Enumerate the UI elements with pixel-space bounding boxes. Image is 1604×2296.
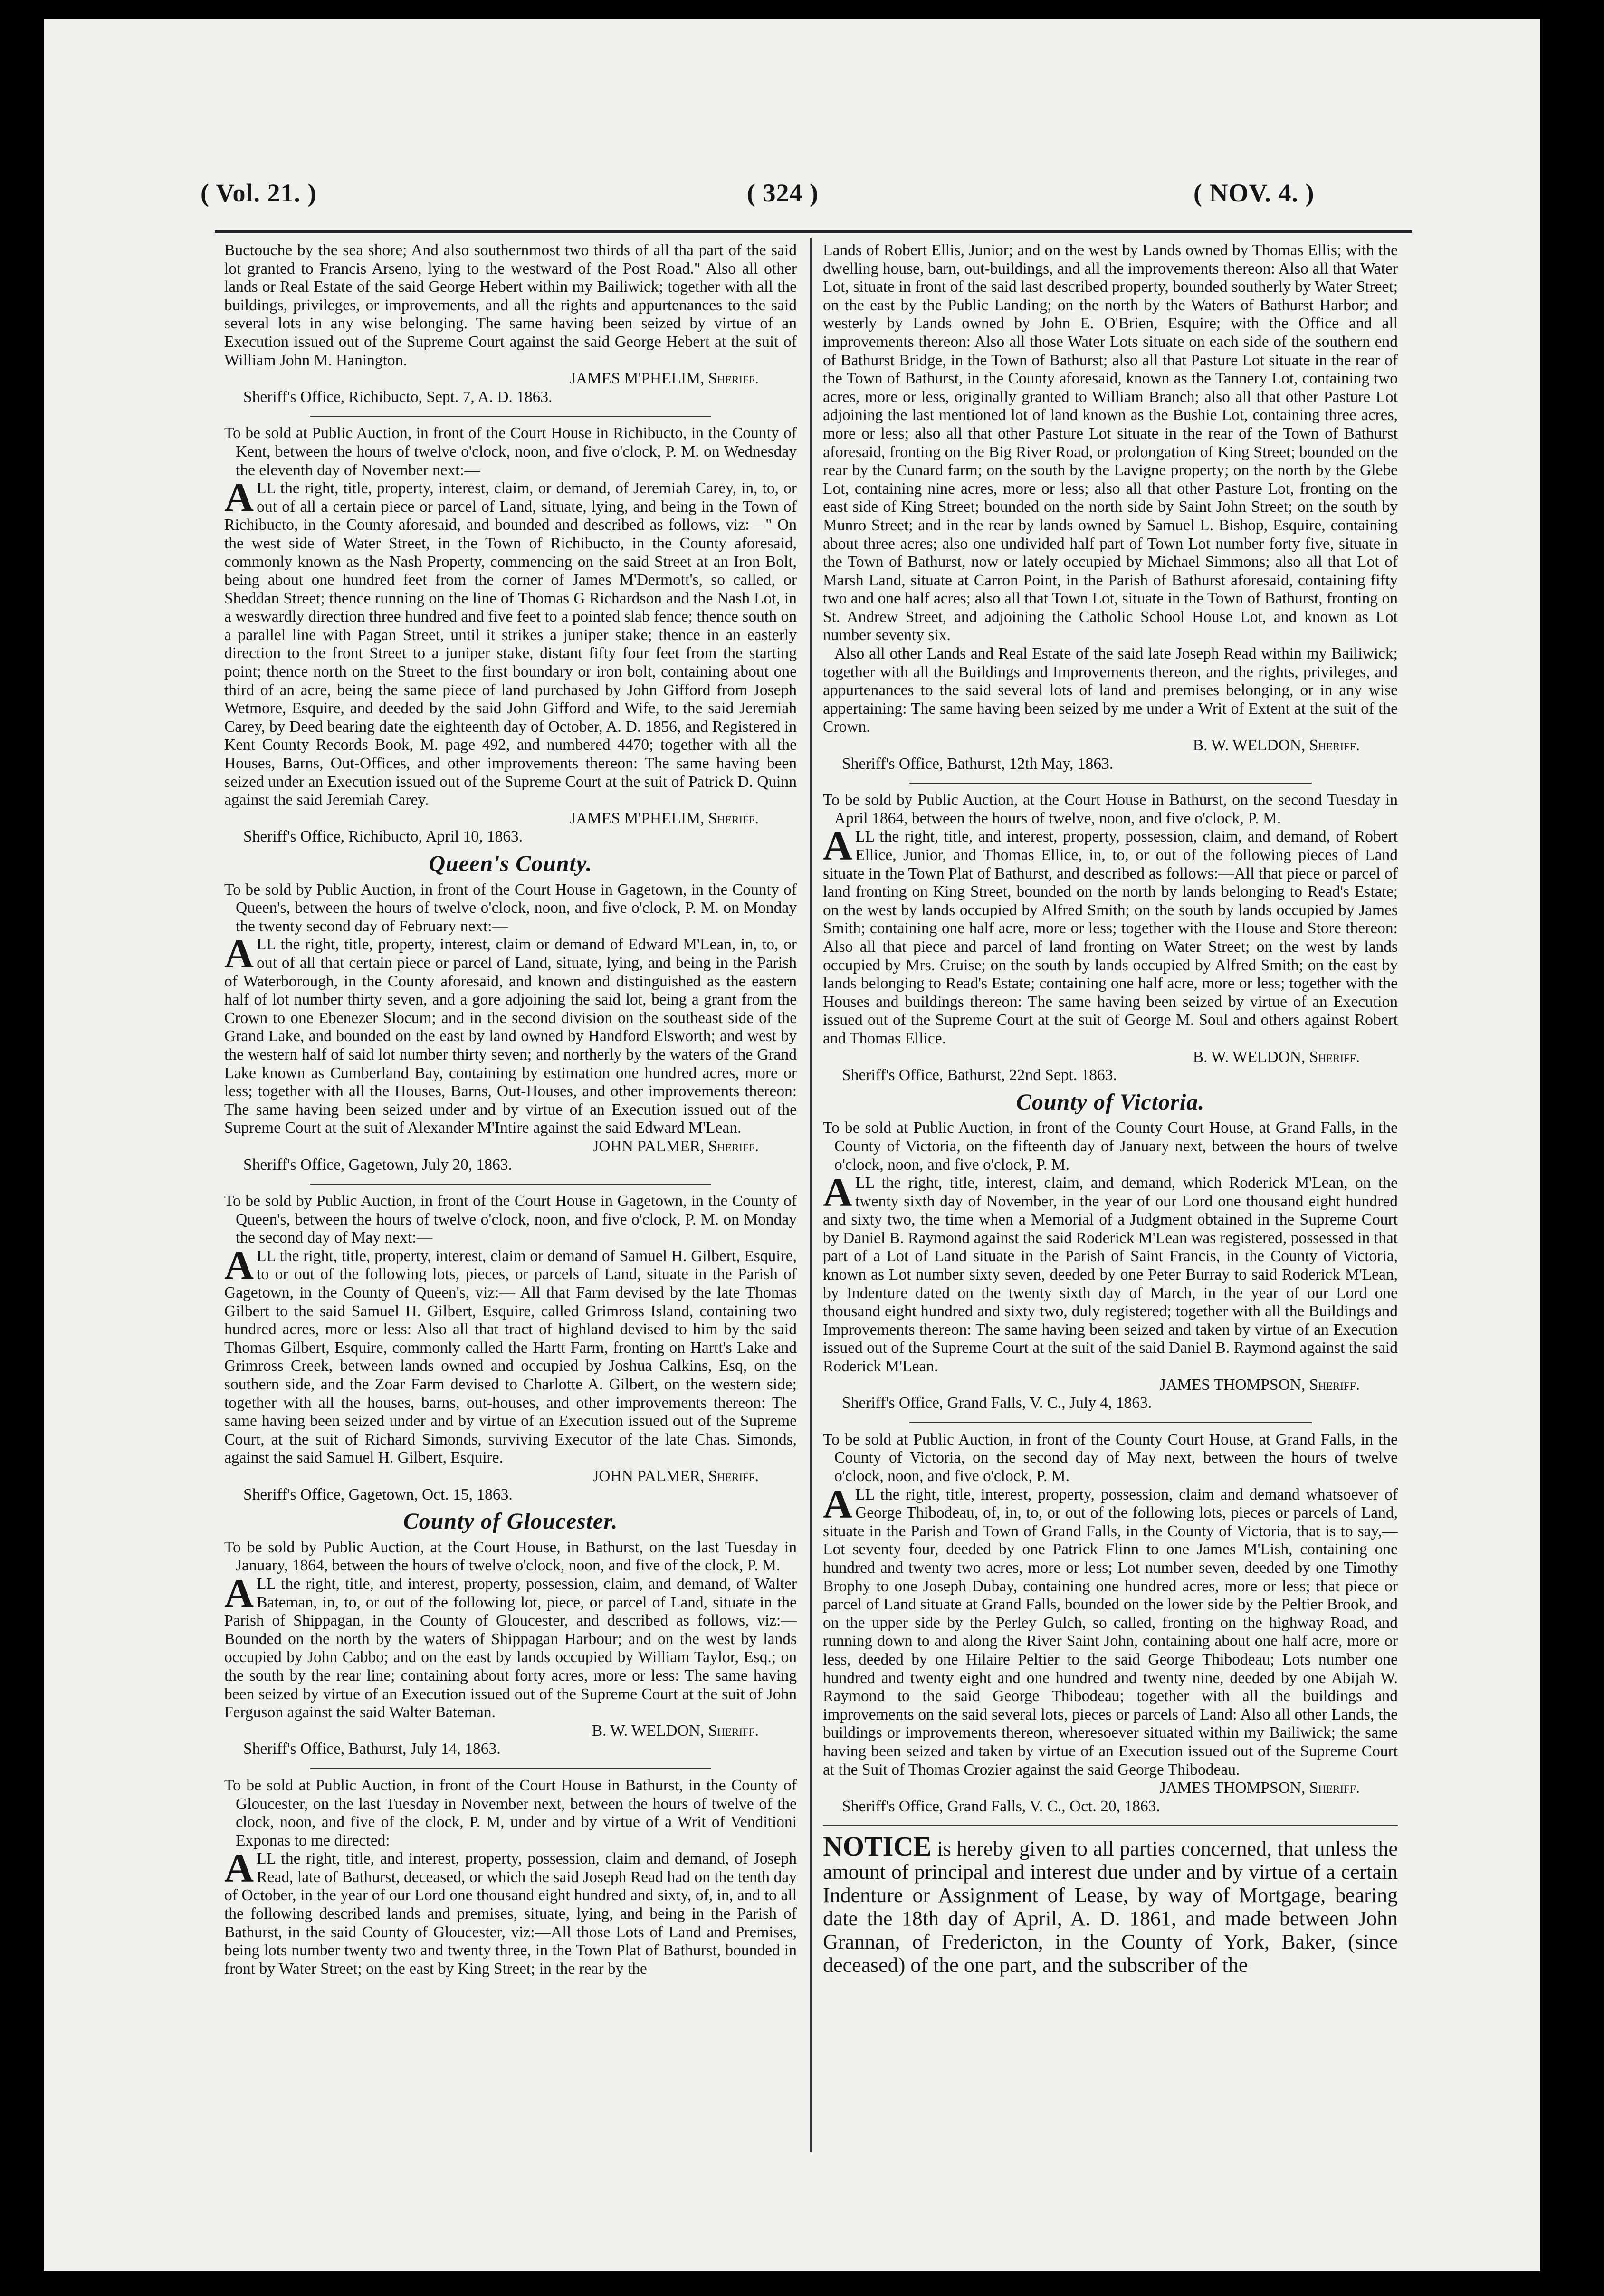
- divider: [310, 1184, 711, 1185]
- notice-lead: To be sold at Public Auction, in front of the Court House in Richibucto, in the County of Kent, between the hours of twelve o'clock, noon, and five o'clock, P. M. on Wednesday the eleventh day of November next:—: [224, 424, 797, 479]
- notice-lead: To be sold by Public Auction, at the Court House in Bathurst, on the second Tuesday in April 1864, between the hours of twelve, noon, and five o'clock, P. M.: [823, 791, 1398, 827]
- dateline: Sheriff's Office, Bathurst, 22nd Sept. 1863.: [842, 1066, 1117, 1084]
- notice-text: LL the right, title, and interest, property, possession, claim, and demand, of Walter Bateman, in, to, or out of the following lot, piece, or parcel of Land, situate in the Parish of Shippagan, in the County of Gloucester, and described as follows, viz:—Bounded on the north by the waters of Shippagan Harbour; and on the west by lands occupied by John Cabbo; and on the east by lands occupied by William Taylor, Esq.; on the south by the rear line; containing about forty acres, more or less: The same having been seized by virtue of an Execution issued out of the Supreme Court at the suit of John Ferguson against the said Walter Bateman.: [224, 1575, 797, 1722]
- notice-body: [224, 475, 797, 810]
- signature: JOHN PALMER, Sheriff.: [592, 1467, 759, 1485]
- notice-lead: To be sold at Public Auction, in front of the County Court House, at Grand Falls, in the County of Victoria, on the second day of May next, between the hours of twelve o'clock, noon, and five o'clock, P. M.: [823, 1430, 1398, 1485]
- notice-body: [224, 1845, 797, 1978]
- signature: JAMES M'PHELIM, Sheriff.: [570, 809, 759, 827]
- county-heading-queens: Queen's County.: [429, 851, 592, 876]
- page-number: ( 324 ): [747, 179, 819, 207]
- notice-lead: To be sold by Public Auction, in front of the Court House in Gagetown, in the County of Queen's, between the hours of twelve o'clock, noon, and five o'clock, P. M. on Monday the twenty second day of February next:—: [224, 880, 797, 935]
- divider: [909, 783, 1312, 784]
- drop-cap: A: [823, 1481, 853, 1527]
- right-column: [823, 241, 1398, 1977]
- dateline: Sheriff's Office, Richibucto, April 10, 1863.: [243, 828, 523, 846]
- notice-lead: To be sold by Public Auction, in front of the Court House in Gagetown, in the County of Queen's, between the hours of twelve o'clock, noon, and five o'clock, P. M. on Monday the second day of May next:—: [224, 1192, 797, 1247]
- notice-text: LL the right, title, and interest, property, possession, claim and demand, of Joseph Read, late of Bathurst, deceased, or which the said Joseph Read had on the tenth day of October, in the year of our Lord one thousand eight hundred and sixty, of, in, and to all the following described lands and premises, situate, lying, and being in the Parish of Bathurst, in the said County of Gloucester, viz:—All those Lots of Land and Premises, being lots number twenty two and twenty three, in the Town Plat of Bathurst, bounded in front by Water Street; on the east by King Street; in the rear by the: [224, 1850, 797, 1978]
- header-rule: [215, 230, 1412, 233]
- notice-body: [823, 1169, 1398, 1376]
- notice-body: [224, 1570, 797, 1722]
- drop-cap: A: [224, 475, 254, 521]
- notice-text: is hereby given to all parties concerned, that unless the amount of principal and interest due under and by virtue of a certain Indenture or Assignment of Lease, by way of Mortgage, bearing date the 18th day of April, A. D. 1861, and made between John Grannan, of Fredericton, in the County of York, Baker, (since deceased) of the one part, and the subscriber of the: [823, 1837, 1398, 1977]
- continued-notice-text: Buctouche by the sea shore; And also southernmost two thirds of all tha part of the said lot granted to Francis Arseno, lying to the westward of the Post Road." Also all other lands or Real Estate of the said George Hebert within my Bailiwick; together with all the buildings, privileges, or improvements, and all the rights and appurtenances to the said several lots in any wise belonging. The same having been seized by virtue of an Execution issued out of the Supreme Court against the said George Hebert at the suit of William John M. Hanington.: [224, 241, 797, 369]
- notice-lead: To be sold by Public Auction, at the Court House, in Bathurst, on the last Tuesday in January, 1864, between the hours of twelve o'clock, noon, and five of the clock, P. M.: [224, 1538, 797, 1575]
- notice-text: LL the right, title, property, interest, claim or demand of Samuel H. Gilbert, Esquire, to or out of the following lots, pieces, or parcels of Land, situate in the Parish of Gagetown, in the County of Queen's, viz:— All that Farm devised by the late Thomas Gilbert to the said Samuel H. Gilbert, Esquire, called Grimross Island, containing two hundred acres, more or less: Also all that tract of highland devised to him by the said Thomas Gilbert, Esquire, commonly called the Hartt Farm, fronting on Hartt's Lake and Grimross Creek, between lands owned and occupied by Joshua Calkins, Esq, on the southern side, and the Zoar Farm devised to Charlotte A. Gilbert, on the western side; together with all the houses, barns, out-houses, and other improvements thereon: The same having been seized under and by virtue of an Execution issued out of the Supreme Court, at the suit of Richard Simonds, surviving Executor of the late Chas. Simonds, against the said Samuel H. Gilbert, Esquire.: [224, 1247, 797, 1467]
- signature: B. W. WELDON, Sheriff.: [592, 1722, 759, 1740]
- signature: JAMES M'PHELIM, Sheriff.: [570, 370, 759, 388]
- divider: [310, 416, 711, 417]
- column-rule: [810, 238, 812, 2152]
- county-heading-gloucester: County of Gloucester.: [403, 1509, 618, 1534]
- notice-text: LL the right, title, interest, claim, and demand, which Roderick M'Lean, on the twenty sixth day of November, in the year of our Lord one thousand eight hundred and sixty two, the time when a Memorial of a Judgment obtained in the Supreme Court by Daniel B. Raymond against the said Roderick M'Lean was registered, possessed in that part of a Lot of Land situate in the Parish of Saint Francis, in the County of Victoria, known as Lot number sixty seven, deeded by one Peter Burray to said Roderick M'Lean, by Indenture dated on the twenty sixth day of March, in the year of our Lord one thousand eight hundred and sixty two, duly registered; together with all the Buildings and Improvements thereon: The same having been seized and taken by virtue of an Execution issued out of the Supreme Court at the suit of the said Daniel B. Raymond against the said Roderick M'Lean.: [823, 1174, 1398, 1376]
- notice-text: LL the right, title, and interest, property, possession, claim, and demand, of Robert Ellice, Junior, and Thomas Ellice, in, to, or out of the following pieces of Land situate in the Town Plat of Bathurst, and described as follows:—All that piece or parcel of land fronting on King Street, bounded on the north by lands belonging to Read's Estate; on the west by lands occupied by Alfred Smith; on the south by lands occupied by James Smith; containing one half acre, more or less; together with the House and Store thereon: Also all that piece and parcel of land fronting on Water Street; on the west by lands occupied by Mrs. Cruise; on the south by lands occupied by Alfred Smith; on the east by lands belonging to Read's Estate; containing one half acre, more or less; together with the Houses and buildings thereon: The same having been seized by virtue of an Execution issued out of the Supreme Court at the suit of George M. Soul and others against Robert and Thomas Ellice.: [823, 828, 1398, 1047]
- dateline: Sheriff's Office, Gagetown, Oct. 15, 1863.: [243, 1485, 513, 1503]
- county-heading-victoria: County of Victoria.: [1016, 1089, 1205, 1115]
- signature: JOHN PALMER, Sheriff.: [592, 1137, 759, 1155]
- volume-label: ( Vol. 21. ): [200, 179, 317, 207]
- drop-cap: A: [224, 1570, 254, 1616]
- drop-cap: A: [823, 823, 853, 869]
- notice-text: LL the right, title, property, interest, claim or demand of Edward M'Lean, in, to, or out of all that certain piece or parcel of Land, situate, lying, and being in the Parish of Waterborough, in the County aforesaid, and known and distinguished as the eastern half of lot number thirty seven, and a gore adjoining the said lot, being a grant from the Crown to one Ebenezer Slocum; and in the second division on the southeast side of the Grand Lake, and bounded on the east by land owned by Handford Elsworth; and west by the western half of said lot number thirty seven; and northerly by the waters of the Grand Lake known as Cumberland Bay, containing by estimation one hundred acres, more or less; together with all the Houses, Barns, Out-Houses, and other improvements thereon: The same having been seized under and by virtue of an Execution issued out of the Supreme Court at the suit of Alexander M'Intire against the said Edward M'Lean.: [224, 936, 797, 1137]
- notice-lead: To be sold at Public Auction, in front of the Court House in Bathurst, in the County of Gloucester, on the last Tuesday in November next, between the hours of twelve of the clock, noon, and five of the clock, P. M, under and by virtue of a Writ of Venditioni Exponas to me directed:: [224, 1776, 797, 1849]
- document-page: [44, 19, 1540, 2271]
- dateline: Sheriff's Office, Gagetown, July 20, 1863.: [243, 1156, 512, 1174]
- dateline: Sheriff's Office, Richibucto, Sept. 7, A. D. 1863.: [243, 388, 553, 406]
- dateline: Sheriff's Office, Grand Falls, V. C., Oct. 20, 1863.: [842, 1797, 1160, 1815]
- signature: B. W. WELDON, Sheriff.: [1193, 737, 1360, 755]
- drop-cap: A: [224, 931, 254, 977]
- dateline: Sheriff's Office, Bathurst, July 14, 1863.: [243, 1740, 501, 1758]
- notice-text: LL the right, title, interest, property, possession, claim and demand whatsoever of George Thibodeau, of, in, to, or out of the following lots, pieces or parcels of Land, situate in the Parish and Town of Grand Falls, in the County of Victoria, that is to say,—Lot seventy four, deeded by one Patrick Flinn to one James M'Lish, containing one hundred and twenty two acres, more or less; Lot number seven, deeded by one Timothy Brophy to one Joseph Dubay, containing one hundred acres, more or less; that piece or parcel of Land situate at Grand Falls, bounded on the lower side by the Peltier Brook, and on the upper side by the Perley Gulch, so called, fronting on the highway Road, and running down to and along the River Saint John, containing about one half acre, more or less, deeded by one Hilaire Peltier to the said George Thibodeau; Lots number one hundred and twenty eight and one hundred and twenty nine, deeded by one Abijah W. Raymond to the said George Thibodeau; together with all the buildings and improvements on the said several lots, pieces or parcels of Land: Also all other Lands, the buildings or improvements thereon, wheresoever situated within my Bailiwick; the same having been seized and taken by virtue of an Execution issued out of the Supreme Court at the Suit of Thomas Crozier against the said George Thibodeau.: [823, 1485, 1398, 1779]
- divider: [310, 1768, 711, 1769]
- notice-cap: NOTICE: [823, 1831, 932, 1862]
- signature: B. W. WELDON, Sheriff.: [1193, 1048, 1360, 1066]
- divider: [823, 1825, 1398, 1827]
- notice-body: [224, 931, 797, 1138]
- dateline: Sheriff's Office, Bathurst, 12th May, 1863.: [842, 755, 1114, 773]
- notice-text: LL the right, title, property, interest, claim, or demand, of Jeremiah Carey, in, to, or out of all a certain piece or parcel of Land, situate, lying, and being in the Town of Richibucto, in the County aforesaid, and bounded and described as follows, viz:—" On the west side of Water Street, in the Town of Richibucto, in the County aforesaid, commonly known as the Nash Property, commencing on the said Street at an Iron Bolt, being about one hundred feet from the corner of James M'Dermott's, so called, or Sheddan Street; thence running on the line of Thomas G Richardson and the Nash Lot, in a weswardly direction three hundred and five feet to a pointed slab fence; thence south on a parallel line with Pagan Street, until it strikes a juniper stake; thence in an easterly direction to the front Street to a juniper stake, distant fifty four feet from the starting point; thence north on the Street to the first boundary or iron bolt, containing about one third of an acre, being the same piece of land purchased by John Gifford from Joseph Wetmore, Esquire, and deeded by the said John Gifford and Wife, to the said Jeremiah Carey, by Deed bearing date the eighteenth day of October, A. D. 1856, and Registered in Kent County Records Book, M. page 492, and numbered 4470; together with all the Houses, Barns, Out-Offices, and other improvements thereon: The same having been seized under an Execution issued out of the Supreme Court at the suit of Patrick D. Quinn against the said Jeremiah Carey.: [224, 479, 797, 809]
- dateline: Sheriff's Office, Grand Falls, V. C., July 4, 1863.: [842, 1394, 1152, 1412]
- drop-cap: A: [224, 1845, 254, 1891]
- left-column: [224, 241, 797, 1978]
- issue-date: ( NOV. 4. ): [1193, 179, 1315, 207]
- signature: JAMES THOMPSON, Sheriff.: [1159, 1376, 1360, 1394]
- notice-body: [823, 1481, 1398, 1779]
- mortgage-notice: [823, 1831, 1398, 1977]
- drop-cap: A: [823, 1169, 853, 1215]
- notice-body: [823, 823, 1398, 1048]
- continued-notice-text: Also all other Lands and Real Estate of the said late Joseph Read within my Bailiwick; together with all the Buildings and Improvements thereon, and the rights, privileges, and appurtenances to the said several lots of land and premises belonging, or in any wise appertaining: The same having been seized by me under a Writ of Extent at the suit of the Crown.: [823, 645, 1398, 736]
- notice-body: [224, 1242, 797, 1467]
- divider: [909, 1422, 1312, 1423]
- notice-lead: To be sold at Public Auction, in front of the County Court House, at Grand Falls, in the County of Victoria, on the fifteenth day of January next, between the hours of twelve o'clock, noon, and five o'clock, P. M.: [823, 1119, 1398, 1174]
- drop-cap: A: [224, 1242, 254, 1288]
- signature: JAMES THOMPSON, Sheriff.: [1159, 1779, 1360, 1797]
- continued-notice-text: Lands of Robert Ellis, Junior; and on the west by Lands owned by Thomas Ellis; with the dwelling house, barn, out-buildings, and all the improvements thereon: Also all that Water Lot, situate in front of the said last described property, bounded southerly by Water Street; on the east by the Public Landing; on the north by the Waters of Bathurst Harbor; and westerly by Lands owned by John E. O'Brien, Esquire; with the Office and all improvements thereon: Also all those Water Lots situate on each side of the southern end of Bathurst Bridge, in the Town of Bathurst; also all that Pasture Lot situate in the rear of the Town of Bathurst, in the County aforesaid, known as the Tannery Lot, containing two acres, more or less, originally granted to William Branch; also all that other Pasture Lot adjoining the last mentioned lot of land known as the Bushie Lot, containing three acres, more or less; also all that other Pasture Lot situate in the rear of the Town of Bathurst aforesaid, fronting on the Big River Road, or prolongation of King Street; bounded on the rear by the Cunard farm; on the south by the Lavigne property; on the north by the Glebe Lot, containing nine acres, more or less; also all that other Pasture Lot, fronting on the east side of King Street; bounded on the north side by Saint John Street; on the south by Munro Street; and in the rear by lands owned by Samuel L. Bishop, Esquire, containing about three acres; also one undivided half part of Town Lot number forty five, situate in the Town of Bathurst, now or lately occupied by Michael Simmons; also all that Lot of Marsh Land, situate at Carron Point, in the Parish of Bathurst aforesaid, containing fifty two and one half acres; also all that Town Lot, situate in the Town of Bathurst, fronting on St. Andrew Street, and adjoining the Catholic School House Lot, and known as Lot number seventy six.: [823, 241, 1398, 644]
